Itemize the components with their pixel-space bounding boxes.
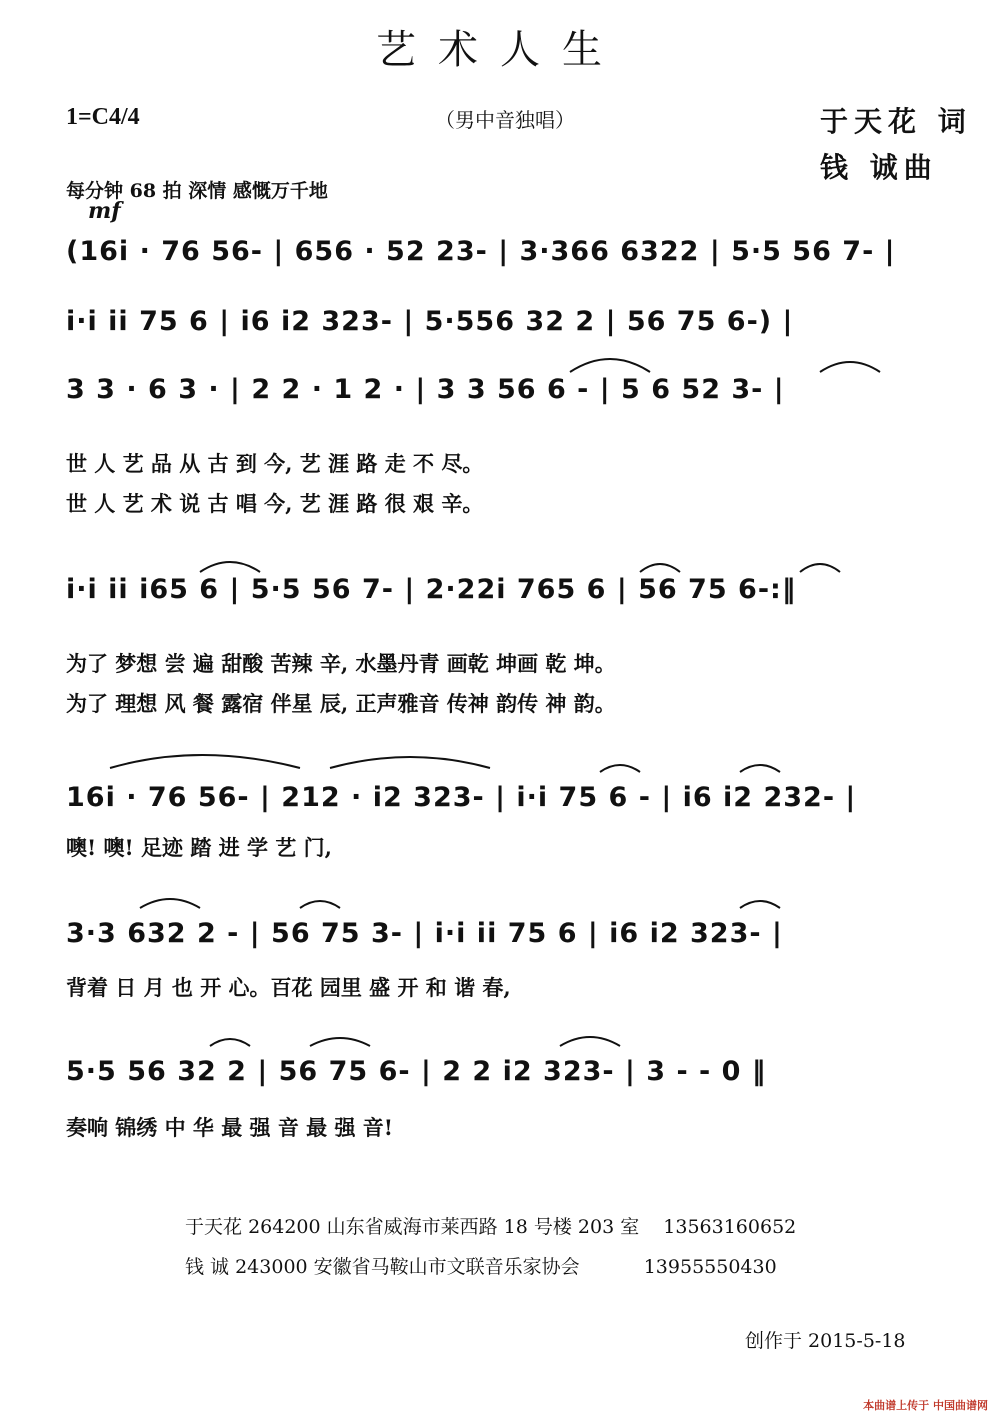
- contact-name: 于天花: [185, 1216, 243, 1238]
- composition-date: 创作于 2015-5-18: [745, 1330, 906, 1352]
- contact-phone: 13955550430: [643, 1256, 777, 1278]
- slur: [640, 564, 680, 572]
- slur: [140, 899, 200, 908]
- slur: [200, 562, 260, 572]
- contact-composer: [185, 1252, 777, 1279]
- lyric-line-4-verse-2: 为了 理想 风 餐 露宿 伴星 辰, 正声雅音 传神 韵传 神 韵。: [66, 691, 616, 716]
- slur: [820, 362, 880, 372]
- contact-address: 243000 安徽省马鞍山市文联音乐家协会: [235, 1256, 580, 1278]
- slur: [800, 564, 840, 572]
- lyric-line-3-verse-1: 世 人 艺 品 从 古 到 今, 艺 涯 路 走 不 尽。: [66, 451, 484, 476]
- slur: [110, 755, 300, 768]
- score-line-7: 5·5 56 32 2 | 56 75 6- | 2 2 i2 323- | 3 - - 0 ‖: [66, 1056, 767, 1087]
- lyric-line-6: 背着 日 月 也 开 心。百花 园里 盛 开 和 谐 春,: [66, 975, 511, 1000]
- contact-name: 钱 诚: [185, 1256, 230, 1278]
- site-logo: 本曲谱上传于 中国曲谱网: [863, 1399, 988, 1412]
- lyric-line-3-verse-2: 世 人 艺 术 说 古 唱 今, 艺 涯 路 很 艰 辛。: [66, 491, 484, 516]
- score-line-6: 3·3 632 2 - | 56 75 3- | i·i ii 75 6 | i6 i2 323- |: [66, 918, 783, 949]
- lyric-line-4-verse-1: 为了 梦想 尝 遍 甜酸 苦辣 辛, 水墨丹青 画乾 坤画 乾 坤。: [66, 651, 616, 676]
- dynamic-marking: mf: [88, 198, 121, 224]
- lyric-line-5: 噢! 噢! 足迹 踏 进 学 艺 门,: [66, 835, 332, 860]
- score-line-3: 3 3 · 6 3 · | 2 2 · 1 2 · | 3 3 56 6 - | 5 6 52 3- |: [66, 374, 785, 405]
- slur: [740, 901, 780, 908]
- song-title: 艺术人生: [376, 27, 624, 73]
- contact-address: 264200 山东省威海市莱西路 18 号楼 203 室: [248, 1216, 640, 1238]
- slur: [570, 359, 650, 372]
- slur: [330, 757, 490, 768]
- lyric-line-7: 奏响 锦绣 中 华 最 强 音 最 强 音!: [66, 1115, 394, 1140]
- key-signature: 1=C4/4: [66, 104, 140, 130]
- score-line-4: i·i ii i65 6 | 5·5 56 7- | 2·22i 765 6 | 56 75 6-:‖: [66, 574, 797, 605]
- slur: [300, 901, 340, 908]
- slur: [600, 765, 640, 772]
- score-line-5: 16i · 76 56- | 212 · i2 323- | i·i 75 6 - | i6 i2 232- |: [66, 782, 857, 813]
- slur: [740, 765, 780, 772]
- voice-type: （男中音独唱）: [435, 108, 575, 132]
- slur: [310, 1038, 370, 1046]
- score-line-2: i·i ii 75 6 | i6 i2 323- | 5·556 32 2 | 56 75 6-) |: [66, 306, 794, 337]
- score-line-1: (16i · 76 56- | 656 · 52 23- | 3·366 6322 | 5·5 56 7- |: [66, 236, 896, 267]
- contact-lyricist: [185, 1212, 796, 1239]
- contact-phone: 13563160652: [663, 1216, 797, 1238]
- slur: [210, 1039, 250, 1046]
- tempo-marking: 每分钟 68 拍 深情 感慨万千地: [66, 180, 328, 202]
- slur: [560, 1037, 620, 1046]
- composer-credit: 钱 诚曲: [820, 151, 938, 184]
- footer-watermark: [863, 1397, 988, 1413]
- lyricist-credit: 于天花 词: [820, 105, 972, 138]
